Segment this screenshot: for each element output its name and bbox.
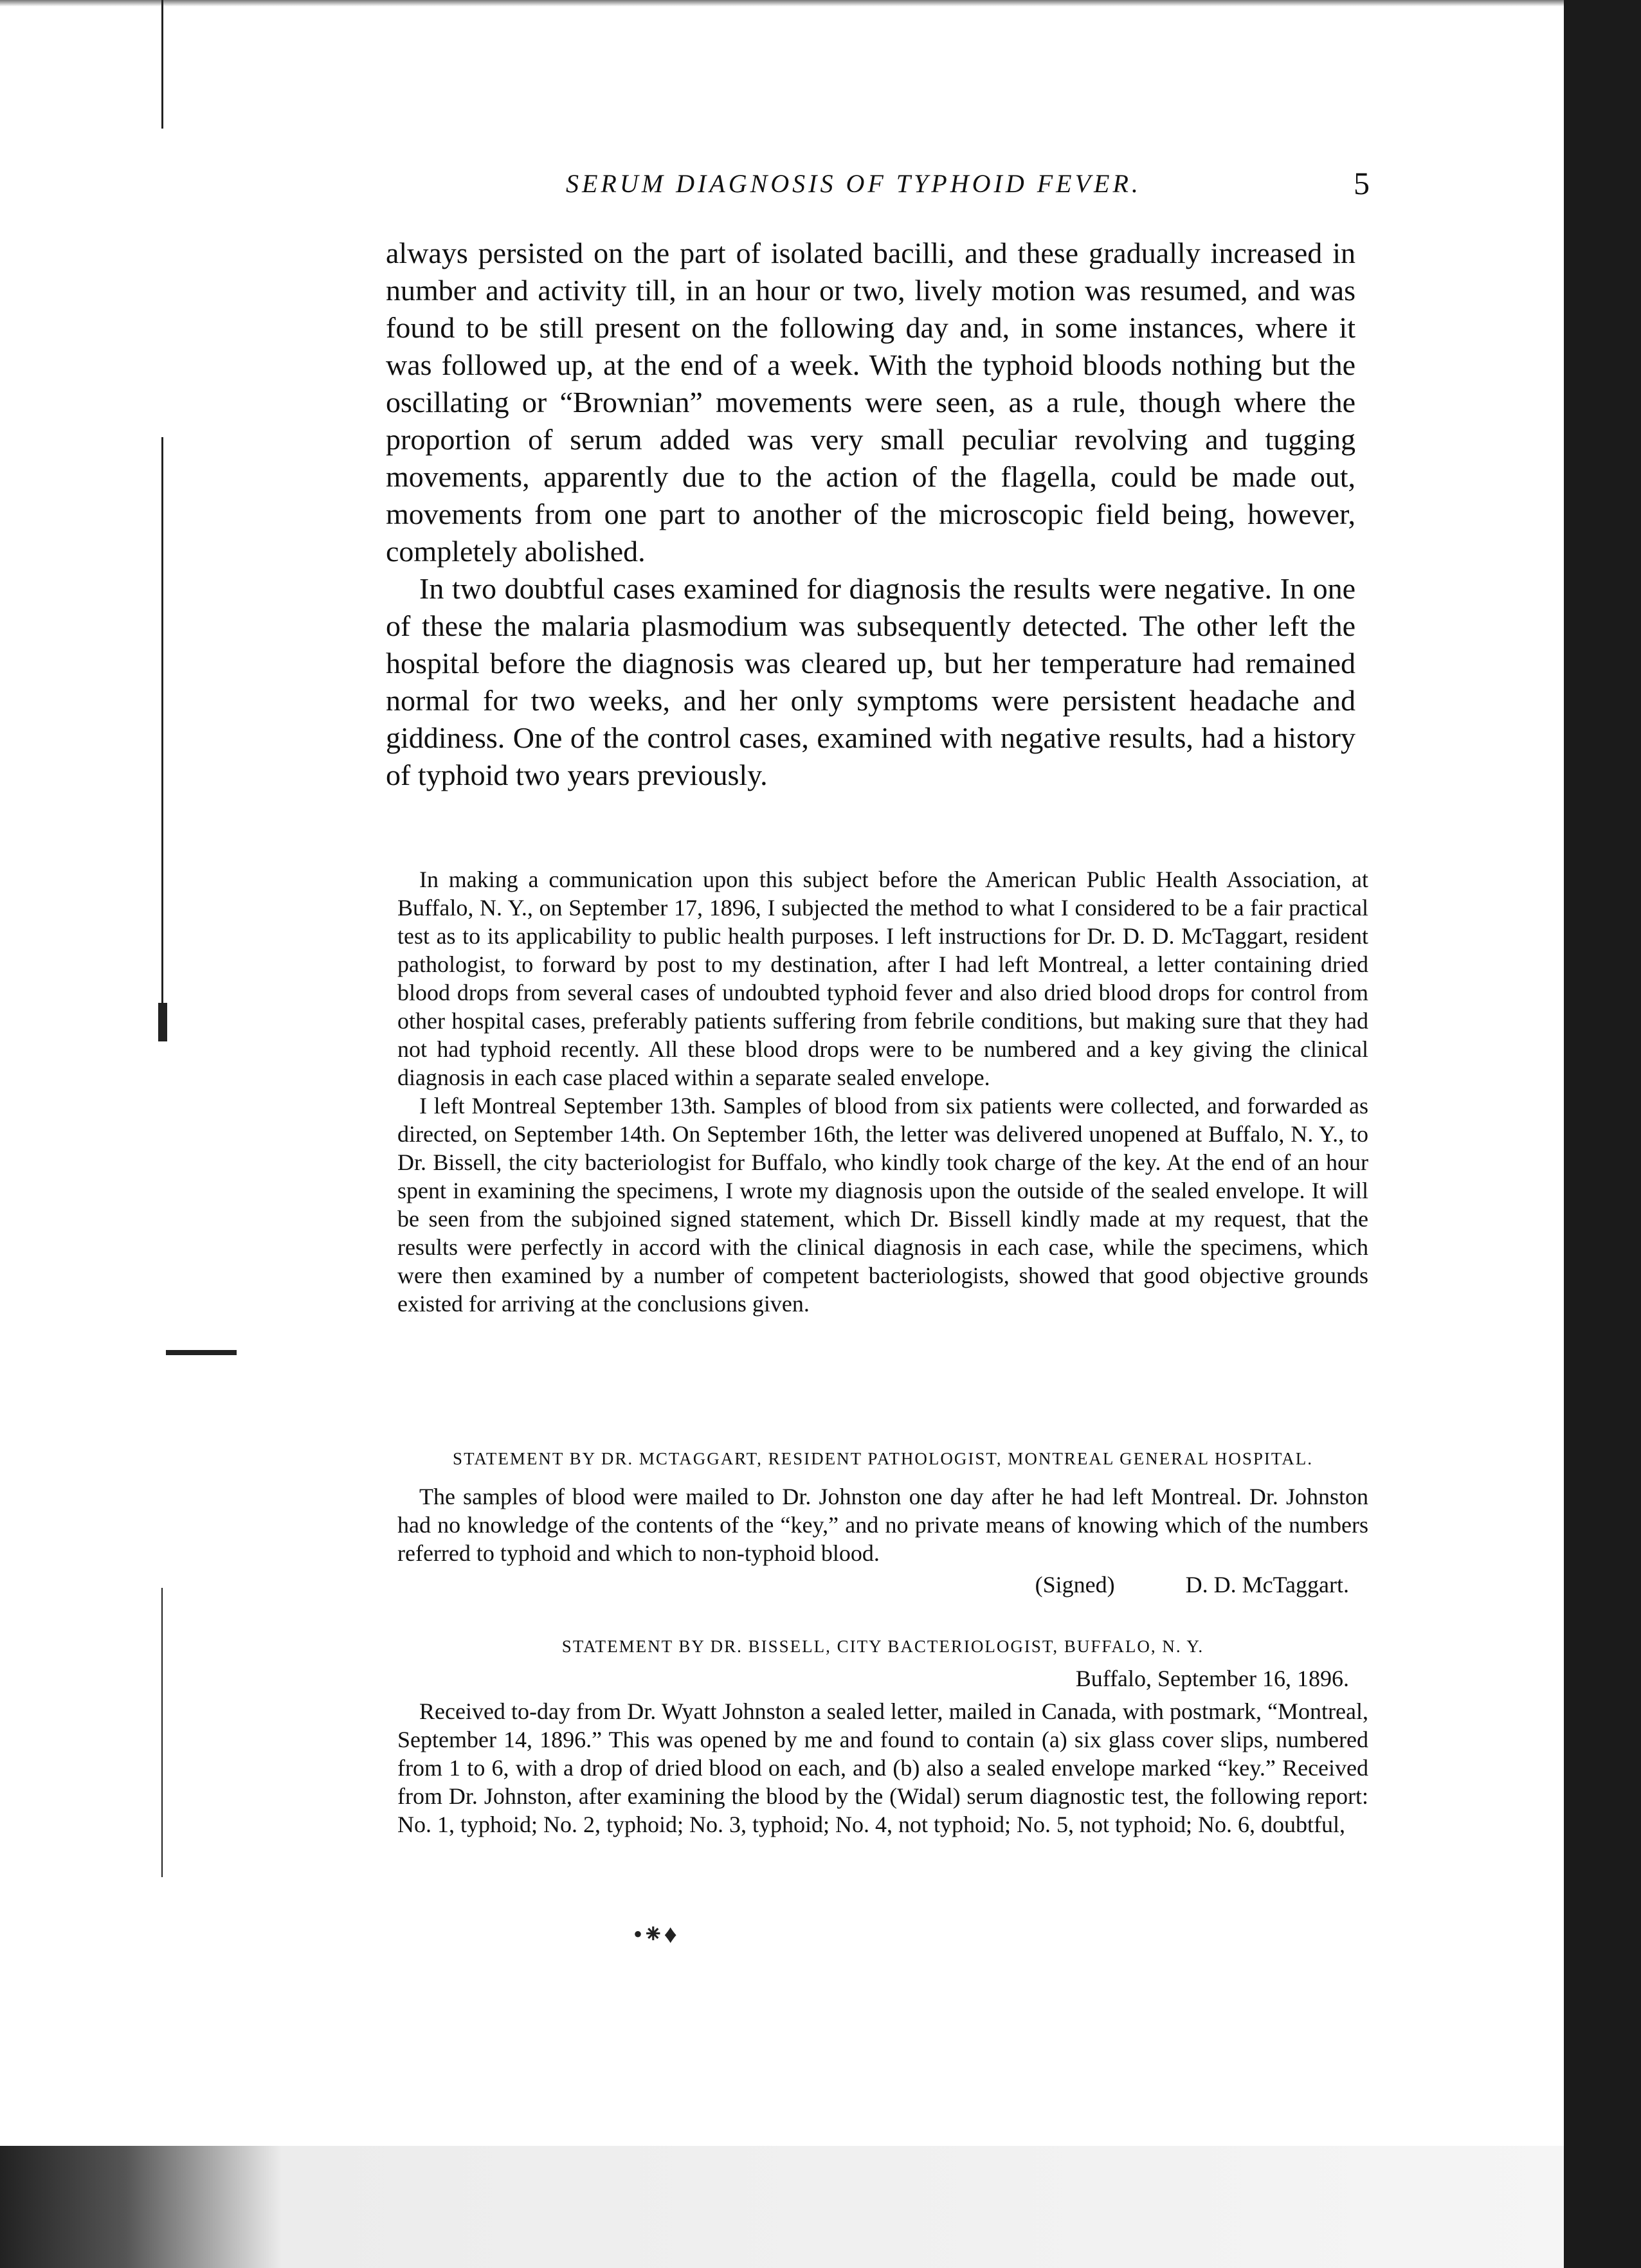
small-paragraph: In making a communication upon this subject before the American Public Health Association, at Buffalo, N. Y., on September 17, 1896, I subjected the method to what I considered to be a fair practical test as to its applicability to public health purposes. I left instructions for Dr. D. D. McTaggart, resident pathologist, to forward by post to my destination, after I had left Montreal, a letter containing dried blood drops from several cases of undoubted typhoid fever and also dried blood drops for control from other hospital cases, preferably patients suffering from febrile conditions, but making sure that they had not had typhoid recently. All these blood drops were to be numbered and a key giving the clinical diagnosis in each case placed within a separate sealed envelope.	[397, 867, 1368, 1090]
statement-text-mctaggart	[397, 1482, 1368, 1567]
small-paragraph: I left Montreal September 13th. Samples of blood from six patients were collected, and forwarded as directed, on September 14th. On September 16th, the letter was delivered unopened at Buffalo, N. Y., to Dr. Bissell, the city bacteriologist for Buffalo, who kindly took charge of the key. At the end of an hour spent in examining the specimens, I wrote my diagnosis upon the outside of the sealed envelope. It will be seen from the subjoined signed statement, which Dr. Bissell kindly made at my request, that the results were perfectly in accord with the clinical diagnosis in each case, while the specimens, which were then examined by a number of competent bacteriologists, showed that good objective grounds existed for arriving at the conclusions given.	[397, 1093, 1368, 1317]
binding-knot	[158, 1003, 167, 1041]
statement-heading-mctaggart: STATEMENT BY DR. MCTAGGART, RESIDENT PATHOLOGIST, MONTREAL GENERAL HOSPITAL.	[453, 1449, 1313, 1468]
page-number: 5	[1354, 165, 1370, 201]
binding-thread	[161, 1588, 163, 1877]
statement-paragraph: Received to-day from Dr. Wyatt Johnston a sealed letter, mailed in Canada, with postmark, “Montreal, September 14, 1896.” This was opened by me and found to contain (a) six glass cover slips, numbered from 1 to 6, with a drop of dried blood on each, and (b) also a sealed envelope marked “key.” Received from Dr. Johnston, after examining the blood by the (Widal) serum diagnostic test, the following report: No. 1, typhoid; No. 2, typhoid; No. 3, typhoid; No. 4, not typhoid; No. 5, not typhoid; No. 6, doubtful,	[397, 1698, 1368, 1837]
printer-ornament: •⁕♦	[633, 1920, 677, 1949]
signed-label: (Signed)	[1035, 1572, 1115, 1598]
body-paragraph: always persisted on the part of isolated bacilli, and these gradually increased in number and activity till, in an hour or two, lively motion was resumed, and was found to be still present on the following day and, in some instances, where it was followed up, at the end of a week. With the typhoid bloods nothing but the oscillating or “Brownian” movements were seen, as a rule, though where the proportion of serum added was very small peculiar revolving and tugging movements, apparently due to the action of the flagella, could be made out, movements from one part to another of the microscopic field being, however, completely abolished.	[386, 237, 1355, 568]
binding-stitch	[166, 1350, 237, 1355]
dateline: Buffalo, September 16, 1896.	[1075, 1666, 1349, 1691]
binding-thread	[161, 437, 163, 1016]
statement-text-bissell	[397, 1697, 1368, 1839]
body-paragraph: In two doubtful cases examined for diagnosis the results were negative. In one of these the malaria plasmodium was subsequently detected. The other left the hospital before the diagnosis was cleared up, but her temperature had remained normal for two weeks, and her only symptoms were persistent headache and giddiness. One of the control cases, examined with negative results, had a history of typhoid two years previously.	[386, 572, 1355, 791]
main-text	[386, 235, 1355, 794]
scan-bottom-edge	[0, 2146, 1564, 2268]
scan-right-border	[1564, 0, 1641, 2268]
binding-thread	[161, 0, 163, 129]
footnote-text	[397, 865, 1368, 1318]
signature: D. D. McTaggart.	[1185, 1572, 1349, 1598]
statement-heading-bissell: STATEMENT BY DR. BISSELL, CITY BACTERIOLOGIST, BUFFALO, N. Y.	[561, 1637, 1204, 1656]
running-title: SERUM DIAGNOSIS OF TYPHOID FEVER.	[566, 169, 1141, 198]
signature-line	[397, 1571, 1349, 1598]
page-top-edge	[0, 0, 1564, 6]
statement-paragraph: The samples of blood were mailed to Dr. Johnston one day after he had left Montreal. Dr. Johnston had no knowledge of the contents of the “key,” and no private means of knowing which of the numbers referred to typhoid and which to non-typhoid blood.	[397, 1484, 1368, 1566]
page-header	[566, 165, 1370, 213]
